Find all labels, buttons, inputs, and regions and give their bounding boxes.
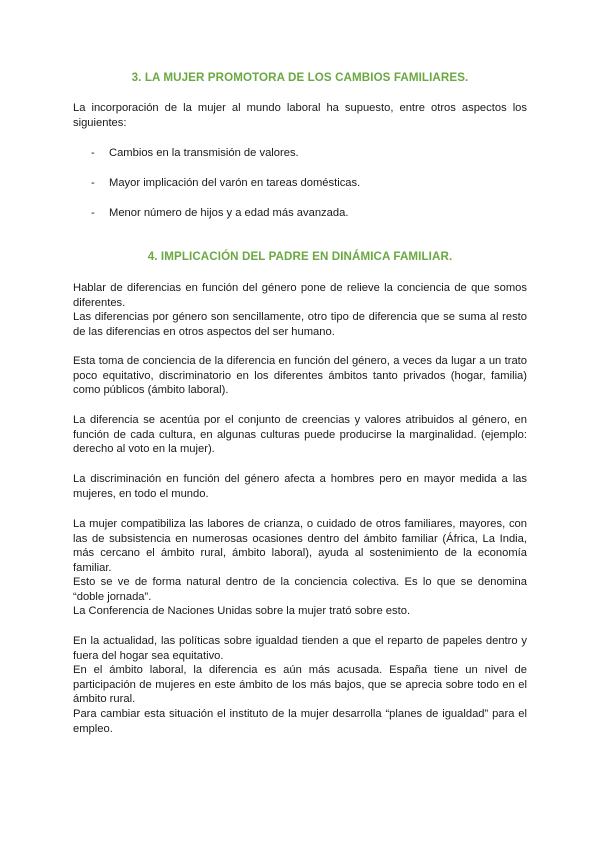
bullet-marker: - [91, 147, 95, 159]
paragraph: Esto se ve de forma natural dentro de la conciencia colectiva. Es lo que se denomina “doble jornada”. [73, 576, 527, 603]
paragraph: En el ámbito laboral, la diferencia es aún más acusada. España tiene un nivel de participación de mujeres en este ámbito de los más bajos, que se aprecia sobre todo en el ámbito rural. [73, 664, 527, 706]
bullet-text: Menor número de hijos y a edad más avanzada. [109, 207, 349, 219]
bullet-marker: - [91, 177, 95, 189]
bullet-item [91, 176, 360, 191]
section-3-heading: 3. LA MUJER PROMOTORA DE LOS CAMBIOS FAMILIARES. [131, 71, 469, 84]
paragraph: La diferencia se acentúa por el conjunto de creencias y valores atribuidos al género, en función de cada cultura, en algunas culturas puede producirse la marginalidad. (ejemplo: derecho al voto en la mujer). [73, 414, 527, 456]
bullet-text: Mayor implicación del varón en tareas domésticas. [109, 177, 361, 189]
paragraph: Las diferencias por género son sencillamente, otro tipo de diferencia que se suma al resto de las diferencias en otros aspectos del ser humano. [73, 311, 527, 338]
bullet-item [91, 146, 299, 161]
paragraph: Para cambiar esta situación el instituto de la mujer desarrolla “planes de igualdad” para el empleo. [73, 708, 527, 735]
paragraph: La discriminación en función del género afecta a hombres pero en mayor medida a las mujeres, en todo el mundo. [73, 473, 527, 500]
paragraph: La Conferencia de Naciones Unidas sobre la mujer trató sobre esto. [73, 605, 411, 617]
paragraph: Esta toma de conciencia de la diferencia en función del género, a veces da lugar a un trato poco equitativo, discriminatorio en los diferentes ámbitos tanto privados (hogar, familia) como públicos (ámbito laboral). [73, 355, 527, 397]
paragraph: Hablar de diferencias en función del género pone de relieve la conciencia de que somos diferentes. [73, 282, 527, 309]
section-4-heading: 4. IMPLICACIÓN DEL PADRE EN DINÁMICA FAMILIAR. [147, 250, 453, 263]
paragraph: En la actualidad, las políticas sobre igualdad tienden a que el reparto de papeles dentro y fuera del hogar sea equitativo. [73, 635, 527, 662]
paragraph: La mujer compatibiliza las labores de crianza, o cuidado de otros familiares, mayores, con las de subsistencia en numerosas ocasiones dentro del ámbito familiar (África, La India, más cercano el ámbito rural, ámbito laboral), ayuda al sostenimiento de la economía familiar. [73, 518, 527, 574]
section-3-intro: La incorporación de la mujer al mundo laboral ha supuesto, entre otros aspectos los siguientes: [73, 102, 527, 129]
bullet-item [91, 206, 348, 221]
bullet-marker: - [91, 207, 95, 219]
bullet-text: Cambios en la transmisión de valores. [109, 147, 299, 159]
